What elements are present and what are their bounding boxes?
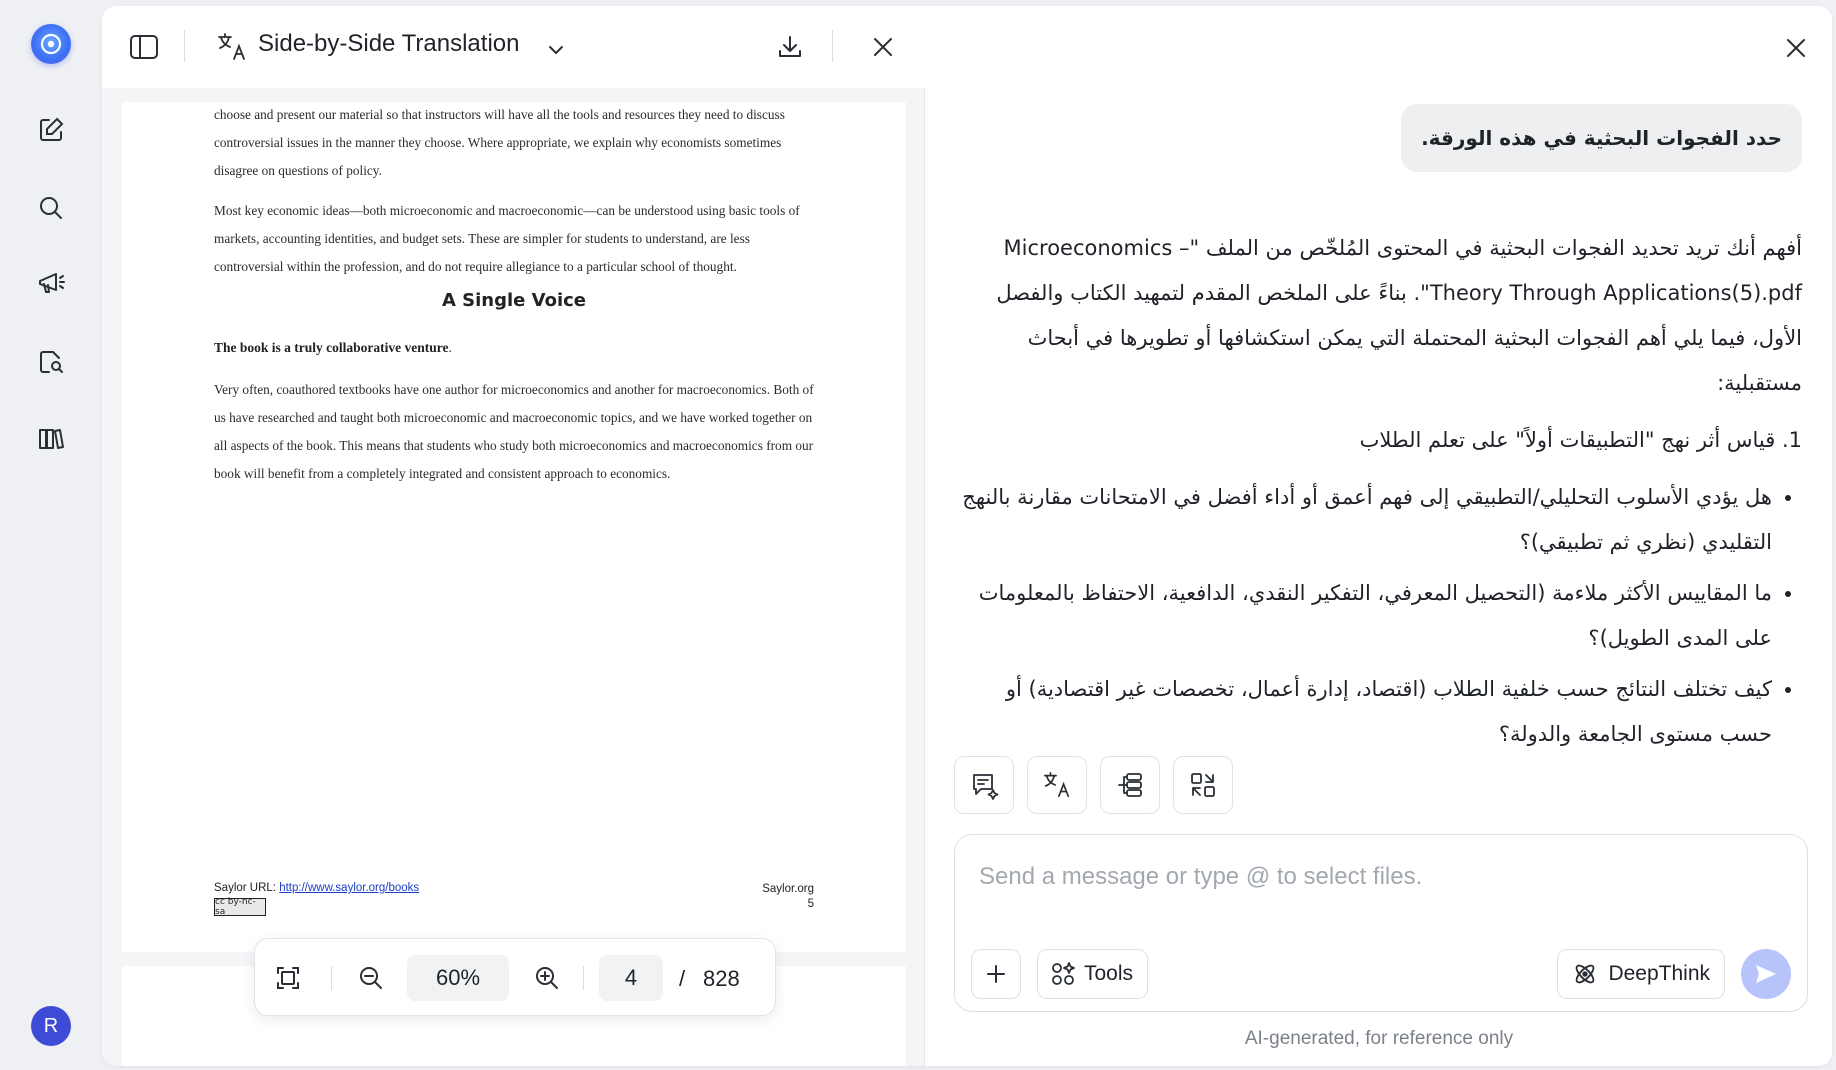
chevron-down-icon[interactable] [538, 32, 574, 68]
footer-site: Saylor.org [762, 883, 814, 895]
answer-bullet-list [960, 475, 1802, 757]
assistant-answer [960, 226, 1802, 763]
search-icon[interactable] [30, 187, 72, 229]
document-page [122, 102, 906, 952]
tools-button[interactable] [1037, 949, 1148, 999]
translate-icon [1042, 770, 1072, 800]
message-composer [954, 834, 1808, 1012]
reader-title[interactable]: Side-by-Side Translation [258, 30, 520, 57]
license-badge-text: cc by-nc-sa [215, 897, 256, 917]
document-paragraph: Very often, coauthored textbooks have one author for microeconomics and another for macroeconomics. Both of us have researched and taught both microeconomic and macroeconomic topics, and we have worked together on all aspects of the book. This means that students who study both microeconomics and macroeconomics from our book will benefit from a completely integrated and consistent approach to economics. [214, 382, 814, 481]
page-separator: / [679, 966, 686, 991]
answer-intro: أفهم أنك تريد تحديد الفجوات البحثية في المحتوى المُلخّص من الملف "Microeconomics – Theory Through Applications(5).pdf". بناءً على الملخص المقدم لتمهيد الكتاب والفصل الأول، فيما يلي أهم الفجوات البحثية المحتملة التي يمكن استكشافها أو تطويرها في أبحاث مستقبلية: [996, 236, 1802, 395]
avatar-initial: R [43, 1014, 59, 1037]
mindmap-button[interactable] [1100, 756, 1160, 814]
document-paragraph: choose and present our material so that instructors will have all the tools and resources they need to discuss controversial issues in the manner they choose. Where appropriate, we explain why economists sometimes disagree on questions of policy. [214, 107, 785, 178]
plus-icon [985, 963, 1007, 985]
zoom-in-icon[interactable] [530, 961, 564, 995]
list-item: • كيف تختلف النتائج حسب خلفية الطلاب (اقتصاد، إدارة أعمال، تخصصات غير اقتصادية) أو حسب مستوى الجامعة والدولة؟ [960, 667, 1772, 757]
user-avatar[interactable] [31, 1006, 71, 1046]
bold-line-text: The book is a truly collaborative venture [214, 340, 449, 355]
compare-button[interactable] [1173, 756, 1233, 814]
close-icon[interactable] [865, 29, 901, 65]
megaphone-icon[interactable] [30, 262, 72, 304]
footer-page-number: 5 [807, 898, 814, 910]
download-icon[interactable] [772, 29, 808, 65]
app-rail [0, 0, 102, 1070]
fit-page-icon[interactable] [271, 961, 305, 995]
mindmap-icon [1115, 770, 1145, 800]
divider [832, 30, 833, 62]
send-button[interactable] [1741, 949, 1791, 999]
zoom-level[interactable]: 60% [407, 955, 509, 1001]
page-number-input[interactable]: 4 [599, 955, 663, 1001]
main-panel [102, 6, 1832, 1066]
new-chat-icon[interactable] [30, 109, 72, 151]
summarize-icon [969, 770, 999, 800]
divider [184, 30, 185, 62]
close-icon[interactable] [1778, 30, 1814, 66]
answer-section-heading: 1. قياس أثر نهج "التطبيقات أولاً" على تعلم الطلاب [1359, 428, 1802, 452]
divider [331, 966, 332, 990]
summarize-button[interactable] [954, 756, 1014, 814]
divider [583, 966, 584, 990]
user-message: حدد الفجوات البحثية في هذه الورقة. [1401, 104, 1802, 172]
deepthink-label: DeepThink [1608, 962, 1710, 985]
sidebar-toggle-icon[interactable] [126, 29, 162, 65]
reader-header [102, 6, 925, 88]
translate-button[interactable] [1027, 756, 1087, 814]
atom-icon [1572, 961, 1598, 987]
message-input[interactable] [979, 857, 1779, 897]
list-item: • ما المقاييس الأكثر ملاءمة (التحصيل المعرفي، التفكير النقدي، الدافعية، الاحتفاظ بالمعلومات على المدى الطويل)؟ [960, 571, 1772, 661]
document-footer-right [762, 882, 814, 912]
translate-icon [214, 29, 250, 65]
document-scan-icon[interactable] [30, 341, 72, 383]
quick-actions [954, 756, 1233, 814]
compare-icon [1188, 770, 1218, 800]
send-icon [1754, 963, 1778, 985]
list-item: • هل يؤدي الأسلوب التحليلي/التطبيقي إلى فهم أعمق أو أداء أفضل في الامتحانات مقارنة بالنهج التقليدي (نظري ثم تطبيقي)؟ [960, 475, 1772, 565]
zoom-toolbar [254, 938, 776, 1016]
document-paragraph: Most key economic ideas—both microeconomic and macroeconomic—can be understood using basic tools of markets, accounting identities, and budget sets. These are simpler for students to understand, are less controversial within the profession, and do not require allegiance to a particular school of thought. [214, 203, 800, 274]
bold-line-end: . [448, 340, 452, 355]
document-footer-url [214, 882, 419, 894]
total-pages: 828 [703, 966, 740, 991]
chat-pane [926, 6, 1832, 1066]
deepthink-button[interactable] [1557, 949, 1725, 999]
document-bold-line [214, 340, 452, 356]
library-icon[interactable] [30, 417, 72, 459]
document-heading: A Single Voice [441, 290, 587, 311]
ai-disclaimer: AI-generated, for reference only [1244, 1028, 1514, 1049]
license-badge [214, 898, 266, 916]
add-attachment-button[interactable] [971, 949, 1021, 999]
zoom-out-icon[interactable] [354, 961, 388, 995]
app-logo-icon[interactable] [31, 24, 71, 64]
footer-label: Saylor URL: [214, 882, 280, 894]
tools-label: Tools [1084, 962, 1134, 985]
footer-link[interactable]: http://www.saylor.org/books [279, 882, 420, 894]
document-reader [102, 6, 925, 1066]
tools-icon [1050, 961, 1076, 987]
